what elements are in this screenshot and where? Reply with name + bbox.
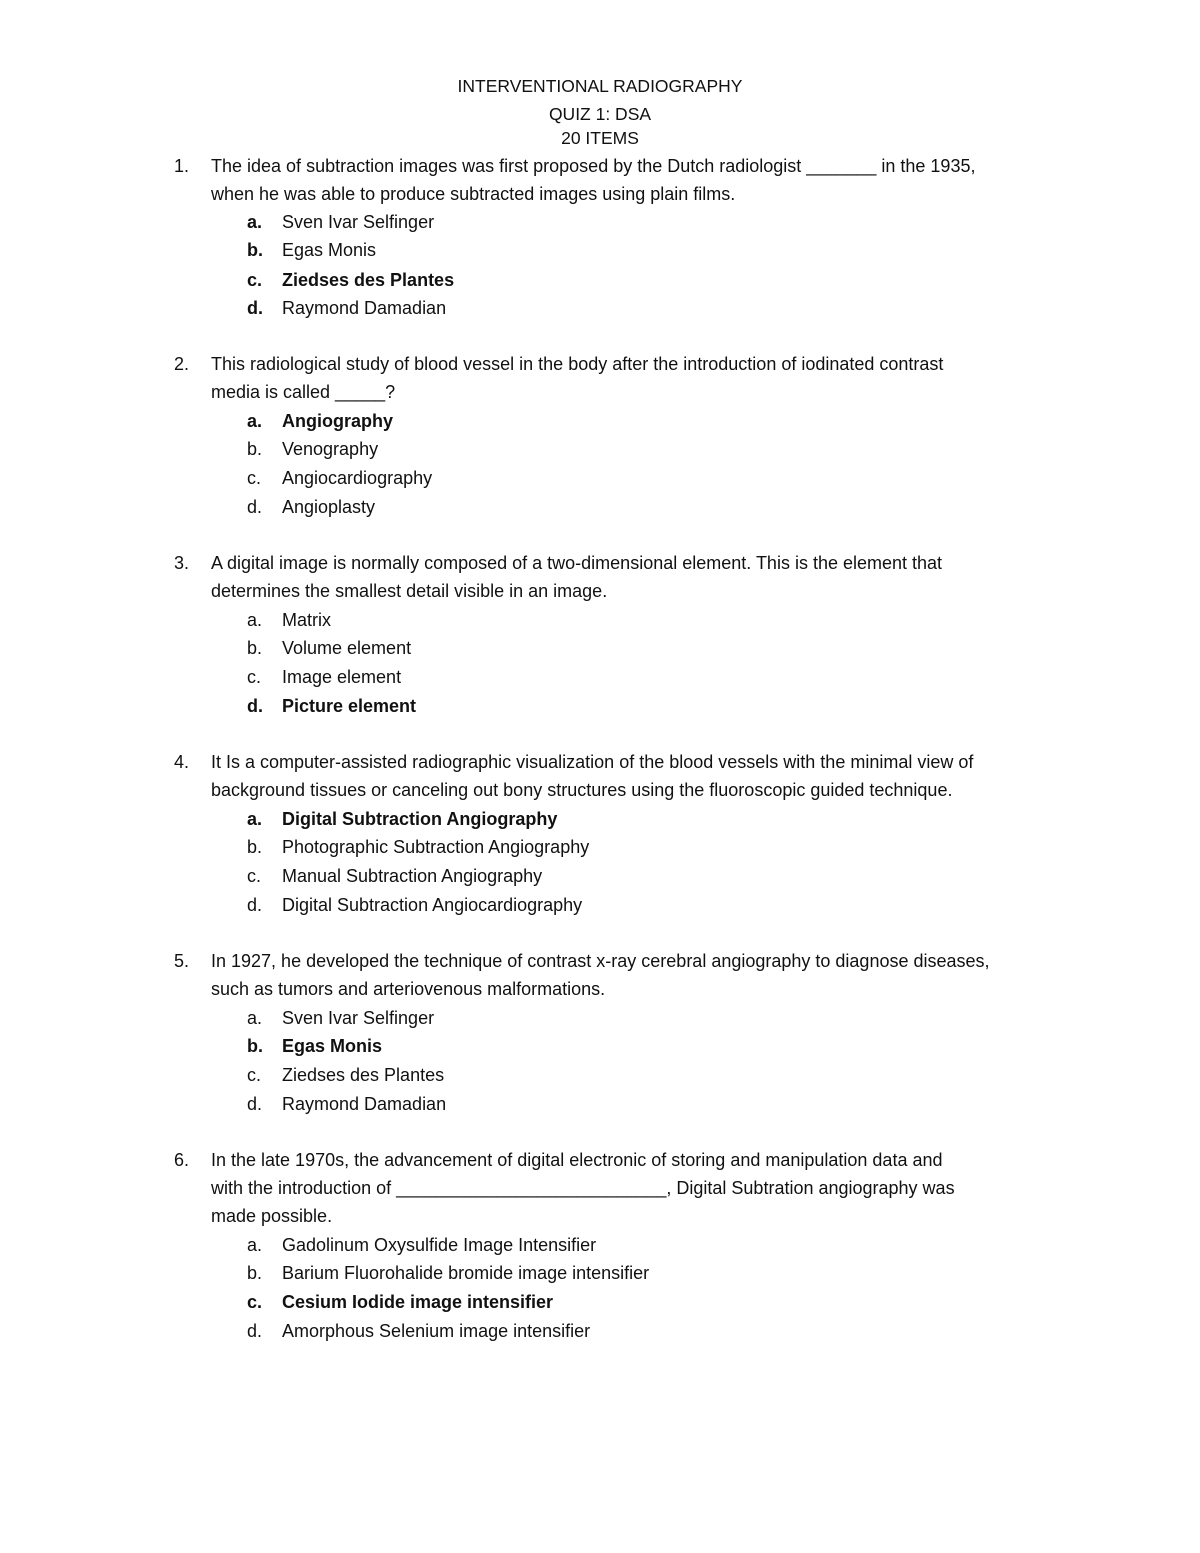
question-number: 6.	[174, 1150, 190, 1170]
question-text-line: The idea of subtraction images was first proposed by the Dutch radiologist _______ in the 1935,	[211, 156, 976, 176]
option-letter: b.	[247, 638, 263, 658]
question-text-line: media is called _____?	[211, 382, 396, 402]
question-text-line: made possible.	[211, 1206, 333, 1226]
option-text: Photographic Subtraction Angiography	[282, 837, 590, 857]
option-text: Barium Fluorohalide bromide image intensifier	[282, 1263, 650, 1283]
option-letter: c.	[247, 1065, 262, 1085]
option-letter: b.	[247, 439, 263, 459]
question-text-line: In the late 1970s, the advancement of digital electronic of storing and manipulation data and	[211, 1150, 943, 1170]
option-text: Gadolinum Oxysulfide Image Intensifier	[282, 1235, 597, 1255]
question-text-line: In 1927, he developed the technique of contrast x-ray cerebral angiography to diagnose diseases,	[211, 951, 990, 971]
option-letter: a.	[247, 1235, 263, 1255]
option-text: Sven Ivar Selfinger	[282, 1008, 435, 1028]
option-letter: d.	[247, 497, 263, 517]
question-text-line: This radiological study of blood vessel in the body after the introduction of iodinated contrast	[211, 354, 944, 374]
option-letter: b.	[247, 1263, 263, 1283]
option-letter: a.	[247, 809, 263, 829]
document-title: INTERVENTIONAL RADIOGRAPHY	[457, 76, 743, 96]
option-letter: d.	[247, 298, 263, 318]
option-letter: b.	[247, 837, 263, 857]
option-text: Venography	[282, 439, 379, 459]
question-text-line: It Is a computer-assisted radiographic visualization of the blood vessels with the minimal view of	[211, 752, 974, 772]
option-text: Ziedses des Plantes	[282, 1065, 445, 1085]
correct-answer-text: Ziedses des Plantes	[282, 270, 455, 290]
correct-answer-text: Egas Monis	[282, 1036, 383, 1056]
option-text: Sven Ivar Selfinger	[282, 212, 435, 232]
option-letter: a.	[247, 1008, 263, 1028]
option-letter: d.	[247, 696, 263, 716]
question-text-line: when he was able to produce subtracted images using plain films.	[211, 184, 736, 204]
option-letter: a.	[247, 610, 263, 630]
option-text: Image element	[282, 667, 402, 687]
option-letter: b.	[247, 240, 263, 260]
correct-answer-text: Digital Subtraction Angiography	[282, 809, 558, 829]
option-text: Egas Monis	[282, 240, 377, 260]
option-text: Raymond Damadian	[282, 1094, 447, 1114]
question-text-line: background tissues or canceling out bony structures using the fluoroscopic guided technique.	[211, 780, 953, 800]
option-letter: d.	[247, 895, 263, 915]
correct-answer-text: Picture element	[282, 696, 417, 716]
correct-answer-text: Cesium Iodide image intensifier	[282, 1292, 554, 1312]
option-letter: d.	[247, 1094, 263, 1114]
option-text: Amorphous Selenium image intensifier	[282, 1321, 591, 1341]
option-text: Manual Subtraction Angiography	[282, 866, 543, 886]
option-text: Raymond Damadian	[282, 298, 447, 318]
option-text: Angiocardiography	[282, 468, 433, 488]
option-letter: a.	[247, 411, 263, 431]
option-text: Digital Subtraction Angiocardiography	[282, 895, 583, 915]
option-text: Angioplasty	[282, 497, 376, 517]
question-text-line: with the introduction of ___________________________, Digital Subtration angiography was	[211, 1178, 955, 1198]
question-text-line: such as tumors and arteriovenous malformations.	[211, 979, 606, 999]
option-letter: c.	[247, 468, 262, 488]
question-number: 2.	[174, 354, 190, 374]
item-count: 20 ITEMS	[561, 128, 639, 148]
question-text-line: A digital image is normally composed of a two-dimensional element. This is the element that	[211, 553, 943, 573]
question-number: 3.	[174, 553, 190, 573]
question-number: 4.	[174, 752, 190, 772]
option-letter: c.	[247, 866, 262, 886]
option-letter: b.	[247, 1036, 263, 1056]
option-letter: c.	[247, 270, 263, 290]
question-number: 1.	[174, 156, 190, 176]
option-letter: a.	[247, 212, 263, 232]
question-number: 5.	[174, 951, 190, 971]
option-letter: c.	[247, 667, 262, 687]
quiz-subtitle: QUIZ 1: DSA	[548, 104, 652, 124]
option-text: Volume element	[282, 638, 412, 658]
option-letter: c.	[247, 1292, 263, 1312]
option-letter: d.	[247, 1321, 263, 1341]
question-text-line: determines the smallest detail visible in an image.	[211, 581, 608, 601]
option-text: Matrix	[282, 610, 331, 630]
correct-answer-text: Angiography	[282, 411, 393, 431]
